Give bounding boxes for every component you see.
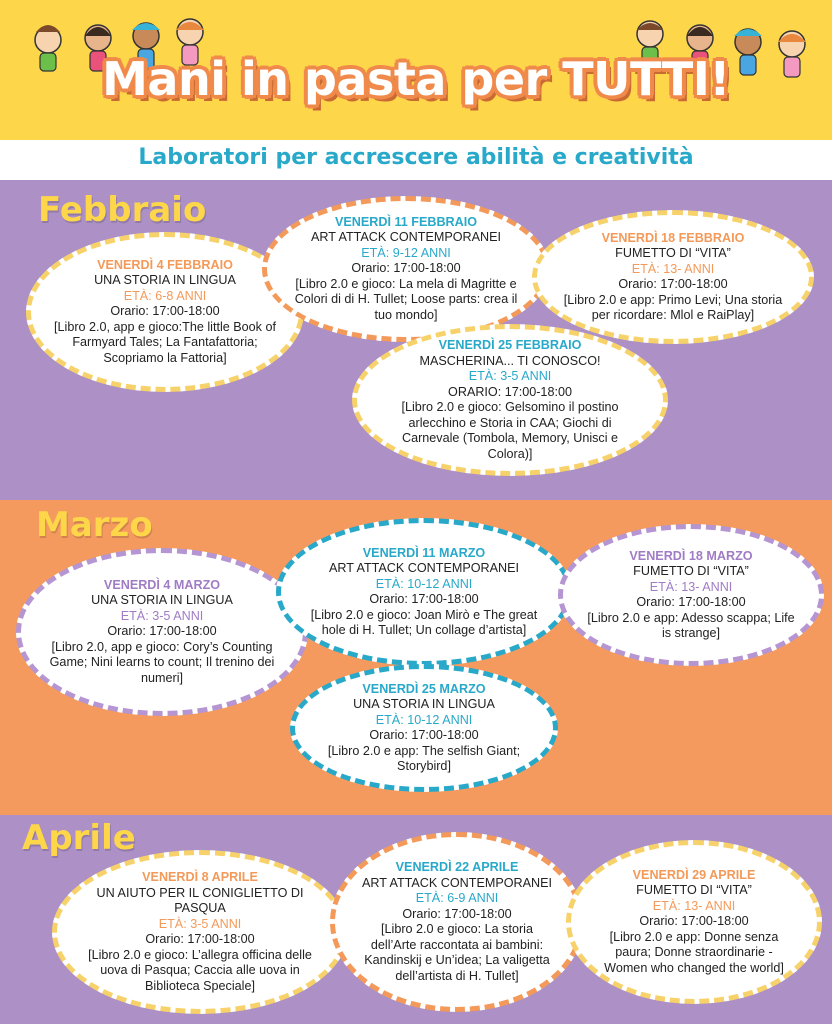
event-date: VENERDÌ 25 FEBBRAIO: [438, 338, 582, 352]
event-age: ETÀ: 13- ANNI: [652, 898, 736, 913]
event-description: [Libro 2.0, app e gioco:The little Book of Farmyard Tales; La Fantafattoria; Scopriamo la Fattoria]: [54, 319, 276, 365]
event-age: ETÀ: 6-8 ANNI: [123, 288, 207, 303]
event-title: ART ATTACK CONTEMPORANEI: [361, 875, 553, 890]
event-age: ETÀ: 10-12 ANNI: [375, 712, 473, 727]
event-description: [Libro 2.0 e gioco: L’allegra officina delle uova di Pasqua; Caccia alle uova in Biblioteca Speciale]: [88, 947, 312, 993]
event-time: Orario: 17:00-18:00: [351, 261, 461, 276]
event-card-feb-11: [262, 196, 550, 342]
event-date: VENERDÌ 25 MARZO: [362, 681, 486, 696]
event-title: ART ATTACK CONTEMPORANEI: [328, 561, 520, 575]
event-description: [Libro 2.0 e gioco: Joan Mirò e The great hole di H. Tullet; Un collage d’artista]: [310, 607, 538, 637]
event-title: FUMETTO DI “VITA”: [636, 883, 752, 898]
month-heading-february: Febbraio: [38, 190, 207, 230]
event-description: [Libro 2.0 e app: Adesso scappa; Life is strange]: [587, 610, 795, 640]
event-date: VENERDÌ 8 APRILE: [142, 870, 258, 884]
event-card-feb-18: [532, 210, 814, 344]
event-title: UN AIUTO PER IL CONIGLIETTO DI PASQUA: [96, 885, 304, 915]
event-time: Orario: 17:00-18:00: [107, 624, 217, 639]
event-title: ART ATTACK CONTEMPORANEI: [310, 230, 502, 245]
event-age: ETÀ: 3-5 ANNI: [120, 608, 204, 623]
event-age: ETÀ: 3-5 ANNI: [468, 369, 552, 383]
event-date: VENERDÌ 18 MARZO: [629, 548, 753, 563]
event-title: FUMETTO DI “VITA”: [633, 564, 749, 578]
event-description: [Libro 2.0 e app: Donne senza paura; Donne straordinarie - Women who changed the world]: [604, 929, 784, 975]
event-time: ORARIO: 17:00-18:00: [448, 384, 572, 399]
event-date: VENERDÌ 18 FEBBRAIO: [601, 230, 745, 245]
event-date: VENERDÌ 4 MARZO: [103, 577, 221, 592]
event-date: VENERDÌ 11 MARZO: [362, 545, 486, 560]
event-age: ETÀ: 6-9 ANNI: [415, 891, 499, 905]
event-age: ETÀ: 9-12 ANNI: [361, 245, 451, 260]
event-time: Orario: 17:00-18:00: [639, 914, 749, 929]
event-card-mar-11: [276, 518, 572, 666]
month-heading-march: Marzo: [36, 505, 153, 545]
event-title: MASCHERINA... TI CONOSCO!: [419, 353, 601, 368]
event-time: Orario: 17:00-18:00: [402, 906, 512, 921]
event-card-mar-18: [558, 524, 824, 666]
event-date: VENERDÌ 4 FEBBRAIO: [97, 257, 233, 272]
event-description: [Libro 2.0 e gioco: Gelsomino il postino arlecchino e Storia in CAA; Giochi di Carnevale (Tombola, Memory, Unisci e Colora)]: [401, 400, 619, 461]
page-title: Mani in pasta per TUTTI!: [102, 52, 730, 106]
event-title: FUMETTO DI “VITA”: [615, 246, 731, 260]
event-date: VENERDÌ 11 FEBBRAIO: [334, 214, 478, 229]
event-age: ETÀ: 13- ANNI: [631, 261, 715, 276]
event-card-feb-4: [26, 232, 304, 392]
month-heading-april: Aprile: [22, 818, 136, 858]
event-description: [Libro 2.0, app e gioco: Cory’s Counting Game; Nini learns to count; Il trenino dei numeri]: [49, 639, 275, 685]
event-card-apr-8: [52, 850, 348, 1014]
event-card-feb-25: [352, 324, 668, 476]
event-card-apr-22: [330, 832, 584, 1012]
event-age: ETÀ: 10-12 ANNI: [375, 576, 473, 591]
event-card-mar-4: [16, 548, 308, 716]
event-time: Orario: 17:00-18:00: [618, 277, 728, 291]
event-card-mar-25: [290, 664, 558, 792]
event-time: Orario: 17:00-18:00: [145, 932, 255, 946]
event-description: [Libro 2.0 e gioco: La storia dell’Arte raccontata ai bambini: Kandinskij e Un’idea; La valigetta dell’artista di H. Tullet]: [364, 922, 550, 983]
event-title: UNA STORIA IN LINGUA: [91, 593, 233, 608]
event-description: [Libro 2.0 e app: The selfish Giant; Storybird]: [327, 743, 521, 773]
event-time: Orario: 17:00-18:00: [110, 304, 220, 319]
event-time: Orario: 17:00-18:00: [369, 728, 479, 742]
event-description: [Libro 2.0 e gioco: La mela di Magritte e Colori di di H. Tullet; Loose parts: crea il tuo mondo]: [294, 276, 518, 322]
event-title: UNA STORIA IN LINGUA: [94, 273, 236, 288]
event-age: ETÀ: 3-5 ANNI: [158, 916, 242, 931]
event-card-apr-29: [566, 840, 822, 1004]
event-time: Orario: 17:00-18:00: [369, 592, 479, 606]
event-age: ETÀ: 13- ANNI: [649, 579, 733, 594]
event-date: VENERDÌ 22 APRILE: [395, 860, 519, 874]
event-time: Orario: 17:00-18:00: [636, 595, 746, 609]
event-date: VENERDÌ 29 APRILE: [632, 867, 756, 882]
event-title: UNA STORIA IN LINGUA: [353, 697, 495, 711]
page-subtitle: Laboratori per accrescere abilità e creatività: [138, 145, 694, 170]
event-description: [Libro 2.0 e app: Primo Levi; Una storia per ricordare: Mlol e RaiPlay]: [563, 292, 783, 322]
